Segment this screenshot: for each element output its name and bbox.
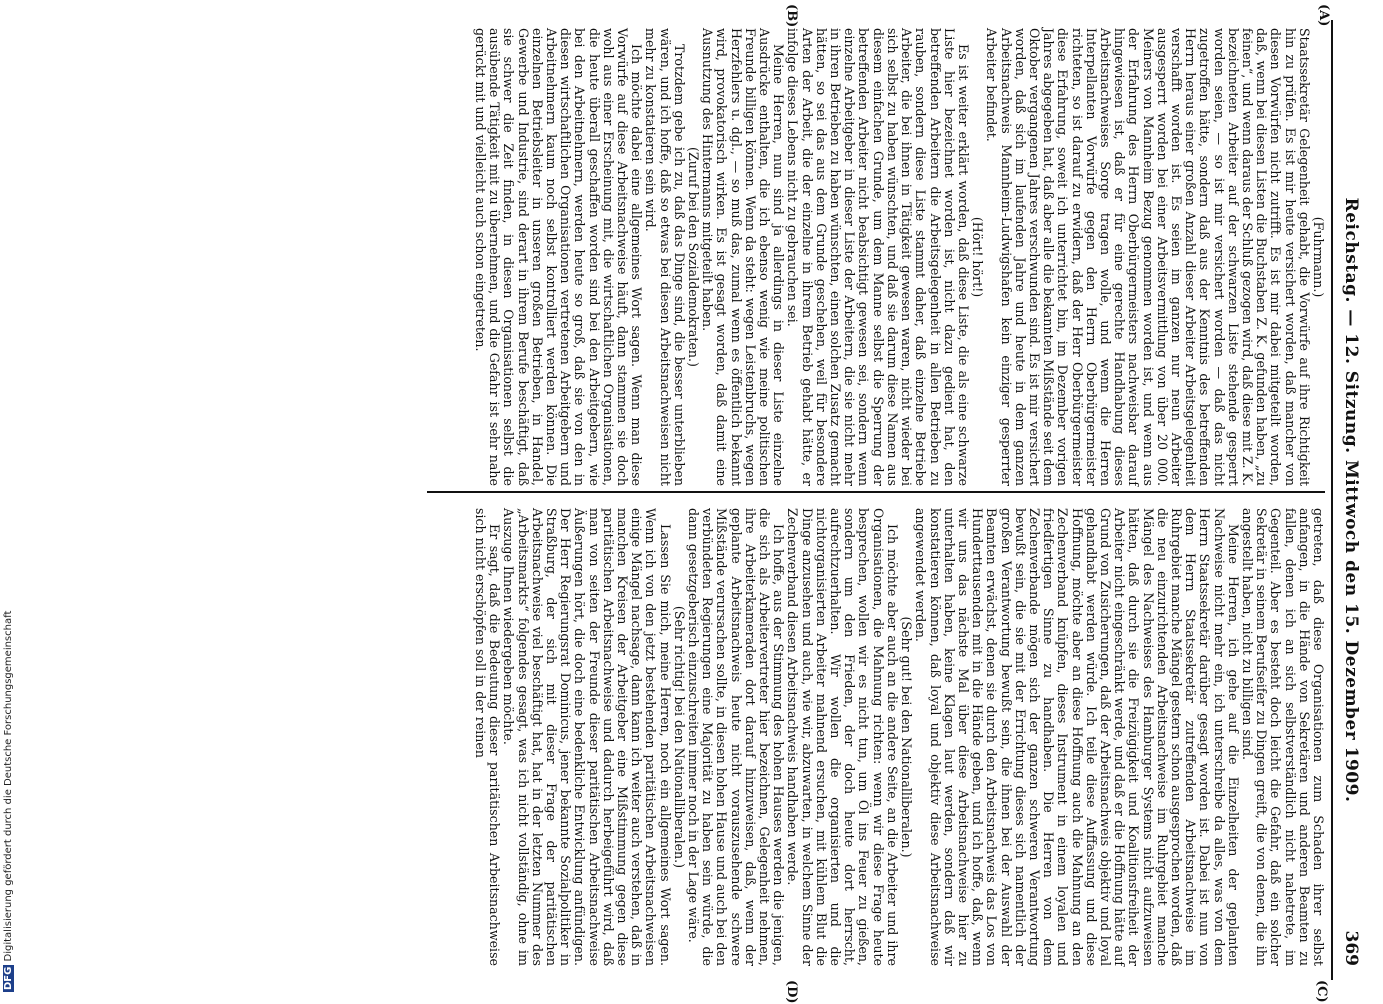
interjection: (Hört! hört!) — [970, 216, 986, 298]
header-rule — [1331, 20, 1333, 980]
paragraph: Meine Herren, ich gehe auf die Einzelheiten der geplanten Nachweise nicht mehr ein, ich unterschreibe da alles, was von dem Herrn Staatssekretär darüber gesagt worden ist. Dabei ist nun von dem Herrn Staatssekretär zutreffenden Arbeitsnachweise im Ruhrgebiet manche Mängel gestern schon ausgesprochen worden, daß die neu einzurichtenden Arbeitsnachweise im Ruhrgebiet manche Mängel des Nachweises des Hamburger Systems nicht aufzuweisen hätten, daß durch sie die Freizügigkeit und Koalitionsfreiheit der Arbeiter nicht eingeschränkt werde, und daß er die Hoffnung hätte auf Grund von Zusicherungen, daß der Arbeitsnachweis objektiv und loyal gehandhabt werden würde. Ich teile diese Auffassung und diese Hoffnung, möchte aber an diese Hoffnung auch die Mahnung an den Zechenverband knüpfen, dieses Instrument in einem loyalen und friedfertigen Sinne zu handhaben. Die Herren von dem Zechenverbande mögen sich der ganzen schweren Verantwortung bewußt sein, die sie mit der Errichtung dieses sich namentlich der großen Verantwortung bewußt sein, die ihnen bei der Auswahl der Beamten erwächst, denen sie durch den Arbeitsnachweis das Los von Hunderttausenden mit in die Hände geben, und ich hoffe, daß, wenn wir uns das nächste Mal über diese Arbeitsnachweise hier zu unterhalten haben, keine Klagen laut werden, sondern daß wir konstatieren können, daß loyal und objektiv diese Arbeitsnachweise angewendet werden. — [913, 508, 1241, 966]
footer-text: Digitalisierung gefördert durch die Deutsche Forschungsgemeinschaft — [3, 610, 14, 962]
paragraph: Es ist weiter erklärt worden, daß diese Liste, die als eine schwarze Liste hier bezeichnet worden ist, nicht dazu gedient hat, den betreffenden Arbeitern die Arbeitsgelegenheit in allen Betrieben zu rauben, sondern diese Liste stammt daher, daß einzelne Betriebe Arbeiter, die bei ihnen in Tätigkeit gewesen waren, nicht wieder bei sich selbst zu haben wünschten, und daß sie darum diese Namen aus diesem einfachen Grunde, um dem Manne selbst die Sperrung der betreffenden Arbeiter nicht beabsichtigt gewesen sei, sondern wenn einzelne Arbeitgeber in dieser Liste der Arbeitern, die sie nicht mehr in ihren Betrieben zu haben wünschten, einen solchen Zusatz gemacht hätten, so sei das aus dem Grunde geschehen, weil für besondere Arten der Arbeit, die der einzelne in ihrem Betrieb gehabt hätte, er infolge dieses Lebens nicht zu gebrauchen sei. — [785, 28, 971, 486]
page-number: 369 — [1341, 930, 1361, 966]
right-column — [473, 508, 1325, 966]
digitization-footer — [2, 600, 16, 992]
paragraph: Ich möchte dabei eine allgemeines Wort sagen. Wenn man diese Vorwürfe auf diese Arbeitsnachweise häuft, dann stammen sie doch wohl aus einer Erscheinung mit, die wirtschaftlichen Organisationen, die heute überall geschaffen worden sind bei den Arbeitgebern, wie bei den Arbeitnehmern, werden heute so groß, daß sie von den in diesen wirtschaftlichen Organisationen vertretenen Arbeitgebern und Arbeitnehmern kaum noch selbst kontrolliert werden können. Die einzelnen Betriebsleiter in unseren großen Betrieben, in Handel, Gewerbe und Industrie, sind derart in ihrem Berufe beschäftigt, daß sie schwer die Zeit finden, in diesen Organisationen selbst die ausübende Tätigkeit mit zu übernehmen, und die Gefahr ist sehr nahe gerückt mit und vielleicht auch schon eingetreten. — [473, 28, 645, 486]
margin-marker-c: (C) — [1314, 980, 1329, 1003]
page-header — [1335, 34, 1365, 966]
page-title: Reichstag. — 12. Sitzung. Mittwoch den 15. Dezember 1909. — [1341, 197, 1361, 803]
left-column — [473, 28, 1325, 486]
paragraph: getreten, daß diese Organisationen zum Schaden ihrer selbst anfangen, in die Hände von Sekretären und anderen Beamten zu fallen, denen ich an sich selbstverständlich nicht nahetrete, im Gegenteil. Aber es besteht doch leicht die Gefahr, daß ein solcher Sekretär in seinem Berufseifer zu Dingen greift, die von denen, die ihn angestellt haben, nicht zu billigen sind. — [1239, 508, 1326, 966]
paragraph: Trotzdem gebe ich zu, daß das Dinge sind, die besser unterblieben wären, und ich hoffe, daß so etwas bei diesen Arbeitsnachweisen nicht mehr zu konstatieren sein wird. — [643, 28, 687, 486]
interjection: (Sehr richtig! bei den Nationalliberalen.) — [671, 605, 687, 869]
margin-marker-d: (D) — [784, 980, 799, 1004]
paragraph: Meine Herren, nun sind ja allerdings in dieser Liste einzelne Ausdrücke enthalten, die ich ebenso wenig wie meine politischen Freunde billigen können. Wenn da steht: wegen Leistenbruchs, wegen Herzfehlers u. dgl., — so muß das, zumal wenn es öffentlich bekannt wird, provokatorisch wirken. Es ist gesagt worden, daß damit eine Ausnutzung des Hintermanns mitgeteilt haben. — [700, 28, 787, 486]
speaker-name: (Fuhrmann.) — [1311, 216, 1326, 298]
interjection: (Zuruf bei den Sozialdemokraten.) — [686, 147, 702, 367]
column-divider — [427, 491, 1325, 493]
paragraph: Staatssekretär Gelegenheit gehabt, die Vorwürfe auf ihre Richtigkeit hin zu prüfen. Es ist mir heute versichert worden, daß mancher von diesen Vorwürfen nicht zutrifft. Es ist mir dabei mitgeteilt worden, daß, wenn bei diesen Listen die Buchstaben Z. K. gefunden haben, „zu feinen“, und wenn daraus der Schluß gezogen wird, daß diese mit Z. K. bezeichneten Arbeiter auf der schwarzen Liste stehende gesperrt worden seien, — so ist mir versichert worden — daß das nicht zugetroffen hätte, sondern daß aus der Kenntnis des betreffenden Herrn heraus einer großen Anzahl dieser Arbeiter Arbeitsgelegenheit verschafft worden ist. Es seien im ganzen nur neun Arbeiter ausgesperrt worden bei einer Arbeitsvermittlung von über 20 000. Meiners von Mannheim Bezug genommen worden ist, und wenn aus der Erfahrung des Herrn Oberbürgermeisters nachweisbar darauf hingewiesen ist, daß er für eine gerechte Handhabung dieses Arbeitsnachweises Sorge tragen wolle, und wenn die Herren Interpellanten Vorwürfe gegen den Herrn Oberbürgermeister richteten, so ist darauf zu erwidern, daß der Herr Oberbürgermeister diese Erfahrung, soweit ich unterrichtet bin, im Dezember vorigen Jahres abgegeben hat, daß aber alle die bekannten Mißstände seit dem Oktober vergangenen Jahres verschwunden sind. Es ist mir versichert worden, daß sich im laufenden Jahre und heute in dem ganzen Arbeitsnachweis Mannheim-Ludwigshafen kein einziger gesperrter Arbeiter befindet. — [984, 28, 1312, 486]
paragraph: Lassen Sie mich, meine Herren, noch ein allgemeines Wort sagen. Wenn ich von den jetzt bestehenden paritätischen Arbeitsnachweisen einige Mängel nachsage, dann kann ich weiter auch verstehen, daß in manchen Kreisen der Arbeitgeber eine Mißstimmung gegen diese paritätischen Arbeitsnachweise und dadurch herbeigeführt wird, daß man von seiten der Freunde dieser paritätischen Arbeitsnachweise Äußerungen hört, die doch eine bedenkliche Entwicklung anfündigen. Der Herr Regierungsrat Dominicus, jener bekannte Sozialpolitiker in Straßburg, der sich mit dieser Frage der paritätischen Arbeitsnachweise viel beschäftigt hat, hat in der letzten Nummer des „Arbeitsmarkts“ folgendes gesagt, was ich nicht vollständig, ohne im Auszuge Ihnen wiedergeben möchte. — [501, 508, 673, 966]
footer-badge: DFG — [3, 966, 14, 990]
paragraph: Ich hoffe, aus der Stimmung des hohen Hauses werden die jenigen, die sich als Arbeitervertreter hier bezeichnen, Gelegenheit nehmen, ihre Arbeiterkameraden dort darauf hinzuweisen, daß, wenn der geplante Arbeitsnachweis heute nicht vorauszusehende schwere Mißstände verursachen sollte, in diesen hohen Hause und auch bei den verbündeten Regierungen eine Majorität zu haben sein würde, die dann gesetzgeberisch einzuschreiten immer noch in der Lage wäre. — [686, 508, 787, 966]
paragraph: Er sagt, daß die Bedeutung dieser paritätischen Arbeitsnachweise sich nicht erschöpfen soll in der reinen — [473, 508, 503, 966]
paragraph: Ich möchte aber auch an die andere Seite, an die Arbeiter und ihre Organisationen, die Mahnung richten: wenn wir diese Frage heute besprechen, wollen wir es nicht tun, um Öl ins Feuer zu gießen, sondern um den Frieden, der doch heute dort herrscht, aufrechtzuerhalten. Wir wollen die organisierten und die nichtorganisierten Arbeiter mahnend ersuchen, mit kühlem Blut die Dinge anzusehen und auch, wie wir, abzuwarten, in welchem Sinne der Zechenverband diesen Arbeitsnachweis handhaben werde. — [785, 508, 900, 966]
margin-marker-a: (A) — [1316, 4, 1331, 27]
margin-marker-b: (B) — [784, 4, 799, 28]
interjection: (Sehr gut! bei den Nationalliberalen.) — [899, 616, 915, 858]
